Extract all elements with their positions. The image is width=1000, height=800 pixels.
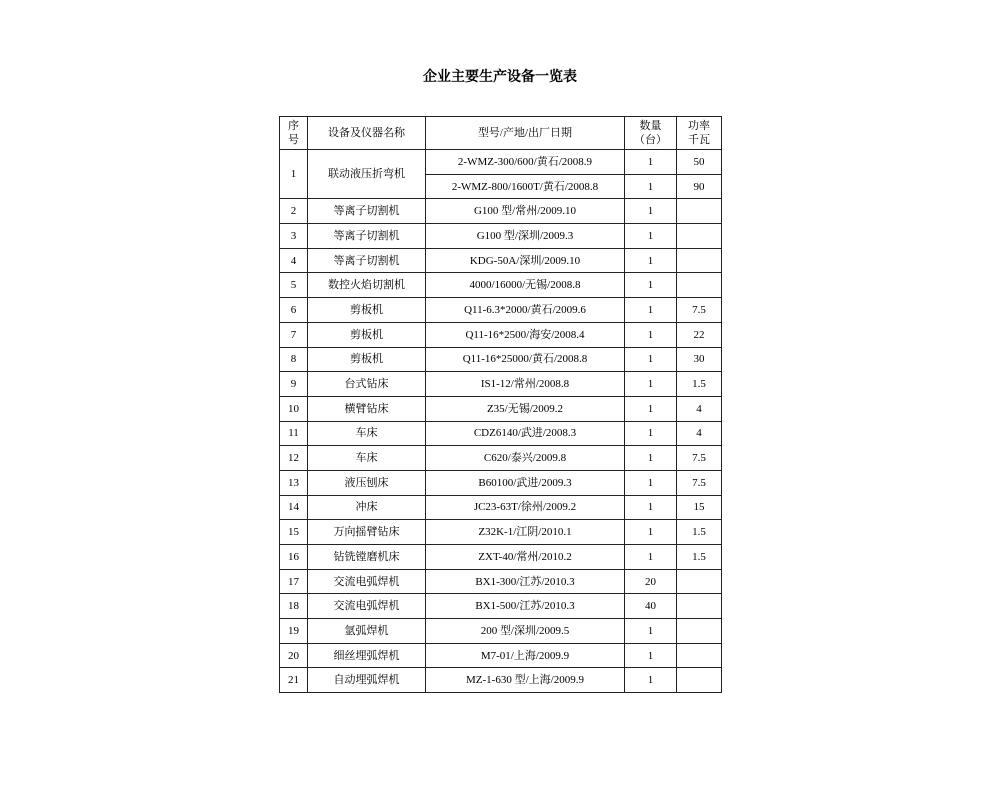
row-number: 20 — [280, 643, 308, 668]
table-row — [280, 569, 722, 594]
model-origin-date: M7-01/上海/2009.9 — [426, 643, 625, 668]
table-row — [280, 495, 722, 520]
table-row — [280, 224, 722, 249]
header-row — [280, 117, 722, 150]
quantity: 1 — [625, 298, 677, 323]
power-kw: 1.5 — [677, 520, 722, 545]
row-number: 4 — [280, 248, 308, 273]
quantity: 1 — [625, 347, 677, 372]
quantity: 40 — [625, 594, 677, 619]
model-origin-date: BX1-500/江苏/2010.3 — [426, 594, 625, 619]
equipment-name: 数控火焰切割机 — [308, 273, 426, 298]
quantity: 1 — [625, 150, 677, 175]
equipment-name: 液压刨床 — [308, 470, 426, 495]
equipment-name: 钻铣镗磨机床 — [308, 545, 426, 570]
model-origin-date: 2-WMZ-800/1600T/黄石/2008.8 — [426, 174, 625, 199]
equipment-name: 等离子切割机 — [308, 248, 426, 273]
power-kw: 30 — [677, 347, 722, 372]
quantity: 1 — [625, 643, 677, 668]
row-number: 6 — [280, 298, 308, 323]
power-kw: 1.5 — [677, 372, 722, 397]
table-row — [280, 668, 722, 693]
power-kw: 4 — [677, 396, 722, 421]
header-quantity: 数量 （台） — [625, 117, 677, 150]
power-kw — [677, 643, 722, 668]
equipment-name: 剪板机 — [308, 298, 426, 323]
equipment-name: 交流电弧焊机 — [308, 594, 426, 619]
row-number: 21 — [280, 668, 308, 693]
quantity: 20 — [625, 569, 677, 594]
model-origin-date: JC23-63T/徐州/2009.2 — [426, 495, 625, 520]
row-number: 19 — [280, 619, 308, 644]
equipment-name: 冲床 — [308, 495, 426, 520]
row-number: 7 — [280, 322, 308, 347]
power-kw: 90 — [677, 174, 722, 199]
power-kw — [677, 594, 722, 619]
equipment-name: 自动埋弧焊机 — [308, 668, 426, 693]
quantity: 1 — [625, 446, 677, 471]
table-row — [280, 619, 722, 644]
quantity: 1 — [625, 174, 677, 199]
row-number: 15 — [280, 520, 308, 545]
equipment-name: 等离子切割机 — [308, 199, 426, 224]
row-number: 10 — [280, 396, 308, 421]
equipment-name: 氩弧焊机 — [308, 619, 426, 644]
table-row — [280, 470, 722, 495]
model-origin-date: IS1-12/常州/2008.8 — [426, 372, 625, 397]
table-row — [280, 396, 722, 421]
model-origin-date: Q11-16*2500/海安/2008.4 — [426, 322, 625, 347]
quantity: 1 — [625, 322, 677, 347]
power-kw: 7.5 — [677, 446, 722, 471]
quantity: 1 — [625, 199, 677, 224]
table-row — [280, 594, 722, 619]
table-body — [280, 150, 722, 693]
power-kw: 15 — [677, 495, 722, 520]
equipment-name: 联动液压折弯机 — [308, 150, 426, 199]
header-number: 序 号 — [280, 117, 308, 150]
row-number: 5 — [280, 273, 308, 298]
quantity: 1 — [625, 619, 677, 644]
row-number: 11 — [280, 421, 308, 446]
row-number: 17 — [280, 569, 308, 594]
model-origin-date: B60100/武进/2009.3 — [426, 470, 625, 495]
model-origin-date: 4000/16000/无锡/2008.8 — [426, 273, 625, 298]
power-kw — [677, 273, 722, 298]
page-title: 企业主要生产设备一览表 — [423, 70, 577, 85]
power-kw: 4 — [677, 421, 722, 446]
quantity: 1 — [625, 668, 677, 693]
power-kw: 50 — [677, 150, 722, 175]
equipment-name: 车床 — [308, 446, 426, 471]
header-power: 功率 千瓦 — [677, 117, 722, 150]
quantity: 1 — [625, 372, 677, 397]
equipment-name: 万向摇臂钻床 — [308, 520, 426, 545]
row-number: 3 — [280, 224, 308, 249]
quantity: 1 — [625, 396, 677, 421]
quantity: 1 — [625, 545, 677, 570]
model-origin-date: CDZ6140/武进/2008.3 — [426, 421, 625, 446]
equipment-name: 台式钻床 — [308, 372, 426, 397]
model-origin-date: 200 型/深圳/2009.5 — [426, 619, 625, 644]
power-kw — [677, 619, 722, 644]
row-number: 13 — [280, 470, 308, 495]
quantity: 1 — [625, 470, 677, 495]
table-row — [280, 199, 722, 224]
power-kw: 7.5 — [677, 298, 722, 323]
table-row — [280, 347, 722, 372]
power-kw: 7.5 — [677, 470, 722, 495]
model-origin-date: G100 型/常州/2009.10 — [426, 199, 625, 224]
model-origin-date: Q11-16*25000/黄石/2008.8 — [426, 347, 625, 372]
model-origin-date: Q11-6.3*2000/黄石/2009.6 — [426, 298, 625, 323]
quantity: 1 — [625, 248, 677, 273]
table-row — [280, 545, 722, 570]
equipment-name: 等离子切割机 — [308, 224, 426, 249]
power-kw — [677, 569, 722, 594]
power-kw: 1.5 — [677, 545, 722, 570]
table-row — [280, 273, 722, 298]
header-equipment-name: 设备及仪器名称 — [308, 117, 426, 150]
row-number: 2 — [280, 199, 308, 224]
model-origin-date: BX1-300/江苏/2010.3 — [426, 569, 625, 594]
row-number: 1 — [280, 150, 308, 199]
quantity: 1 — [625, 273, 677, 298]
model-origin-date: KDG-50A/深圳/2009.10 — [426, 248, 625, 273]
power-kw — [677, 248, 722, 273]
table-row — [280, 248, 722, 273]
model-origin-date: ZXT-40/常州/2010.2 — [426, 545, 625, 570]
row-number: 8 — [280, 347, 308, 372]
power-kw — [677, 199, 722, 224]
model-origin-date: C620/泰兴/2009.8 — [426, 446, 625, 471]
power-kw: 22 — [677, 322, 722, 347]
quantity: 1 — [625, 224, 677, 249]
table-row — [280, 298, 722, 323]
row-number: 12 — [280, 446, 308, 471]
model-origin-date: G100 型/深圳/2009.3 — [426, 224, 625, 249]
table-row — [280, 643, 722, 668]
header-model-origin-date: 型号/产地/出厂日期 — [426, 117, 625, 150]
model-origin-date: MZ-1-630 型/上海/2009.9 — [426, 668, 625, 693]
equipment-name: 横臂钻床 — [308, 396, 426, 421]
table-row — [280, 372, 722, 397]
equipment-name: 交流电弧焊机 — [308, 569, 426, 594]
equipment-name: 剪板机 — [308, 347, 426, 372]
row-number: 14 — [280, 495, 308, 520]
quantity: 1 — [625, 495, 677, 520]
quantity: 1 — [625, 421, 677, 446]
power-kw — [677, 668, 722, 693]
equipment-table — [279, 116, 722, 693]
row-number: 9 — [280, 372, 308, 397]
model-origin-date: Z32K-1/江阴/2010.1 — [426, 520, 625, 545]
table-row — [280, 150, 722, 175]
row-number: 16 — [280, 545, 308, 570]
row-number: 18 — [280, 594, 308, 619]
power-kw — [677, 224, 722, 249]
model-origin-date: 2-WMZ-300/600/黄石/2008.9 — [426, 150, 625, 175]
table-row — [280, 421, 722, 446]
equipment-name: 车床 — [308, 421, 426, 446]
table-row — [280, 446, 722, 471]
table-header — [280, 117, 722, 150]
equipment-name: 细丝埋弧焊机 — [308, 643, 426, 668]
table-row — [280, 520, 722, 545]
quantity: 1 — [625, 520, 677, 545]
equipment-name: 剪板机 — [308, 322, 426, 347]
model-origin-date: Z35/无锡/2009.2 — [426, 396, 625, 421]
table-row — [280, 322, 722, 347]
